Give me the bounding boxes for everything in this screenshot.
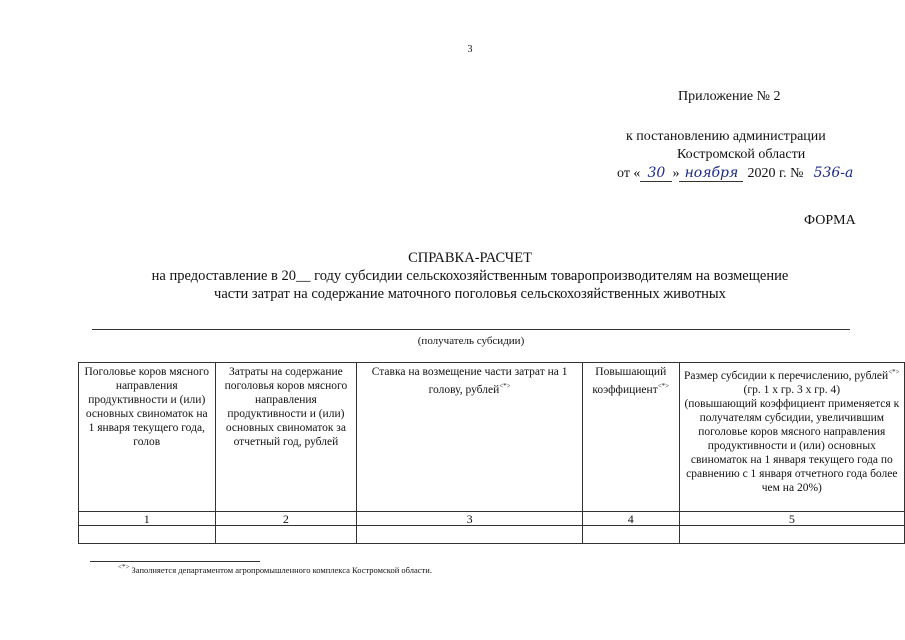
data-cell[interactable] [679, 526, 904, 544]
column-number: 1 [79, 512, 216, 526]
date-day: 30 [640, 165, 672, 182]
column-number: 5 [679, 512, 904, 526]
header-cell-rate: Ставка на возмещение части затрат на 1 голову, рублей<*> [357, 363, 583, 512]
data-cell[interactable] [582, 526, 679, 544]
appendix-line-2: Костромской области [677, 147, 806, 162]
recipient-line [92, 329, 850, 330]
header-cell-costs: Затраты на содержание поголовья коров мясного направления продуктивности и (или) основных свиноматок за отчетный год, рублей [215, 363, 357, 512]
data-cell[interactable] [215, 526, 357, 544]
footnote-divider [90, 561, 260, 562]
doc-number: 536-а [813, 165, 854, 181]
appendix-title: Приложение № 2 [678, 89, 781, 104]
appendix-line-1: к постановлению администрации [626, 129, 826, 144]
subsidy-note: (повышающий коэффициент применяется к получателям субсидии, увеличившим поголовье коров мясного направления продуктивности и (или) основных свиноматок на 1 января текущего года по сравнению с 1 января отчетного года более чем на 20%) [684, 397, 900, 494]
footnote [118, 563, 432, 575]
date-prefix: от « [617, 166, 641, 181]
recipient-caption: (получатель субсидии) [417, 335, 525, 347]
footnote-marker: <*> [118, 563, 130, 571]
header-cell-subsidy: Размер субсидии к перечислению, рублей<*> (гр. 1 х гр. 3 х гр. 4) (повышающий коэффициент применяется к получателям субсидии, увеличившим поголовье коров мясного направления продуктивности и (или) основных свиноматок на 1 января текущего года по сравнению с 1 января отчетного года более чем на 20%) [679, 363, 904, 512]
date-mid: » [672, 166, 680, 181]
table-data-row [79, 526, 905, 544]
document-subtitle-line-2: части затрат на содержание маточного поголовья сельскохозяйственных животных [214, 286, 726, 302]
document-subtitle-line-1: на предоставление в 20__ году субсидии сельскохозяйственным товаропроизводителям на возмещение [151, 268, 789, 284]
data-cell[interactable] [79, 526, 216, 544]
footnote-mark: <*> [888, 368, 900, 376]
header-cell-livestock: Поголовье коров мясного направления продуктивности и (или) основных свиноматок на 1 января текущего года, голов [79, 363, 216, 512]
subsidy-formula: (гр. 1 х гр. 3 х гр. 4) [743, 383, 841, 396]
footnote-text: Заполняется департаментом агропромышленного комплекса Костромской области. [131, 564, 432, 575]
document-title: СПРАВКА-РАСЧЕТ [408, 250, 532, 266]
column-number: 4 [582, 512, 679, 526]
table-number-row [79, 512, 905, 526]
data-cell[interactable] [357, 526, 583, 544]
form-label: ФОРМА [804, 213, 856, 228]
table-header-row [79, 363, 905, 512]
footnote-mark: <*> [499, 382, 511, 390]
footnote-mark: <*> [657, 382, 670, 390]
column-number: 3 [357, 512, 583, 526]
appendix-date-line [617, 165, 860, 182]
header-cell-coefficient: Повышающий коэффициент<*> [582, 363, 679, 512]
date-year: 2020 г. № [747, 166, 804, 181]
calculation-table [78, 362, 905, 544]
column-number: 2 [215, 512, 357, 526]
date-month: ноября [679, 165, 743, 182]
page-number: 3 [467, 44, 473, 55]
